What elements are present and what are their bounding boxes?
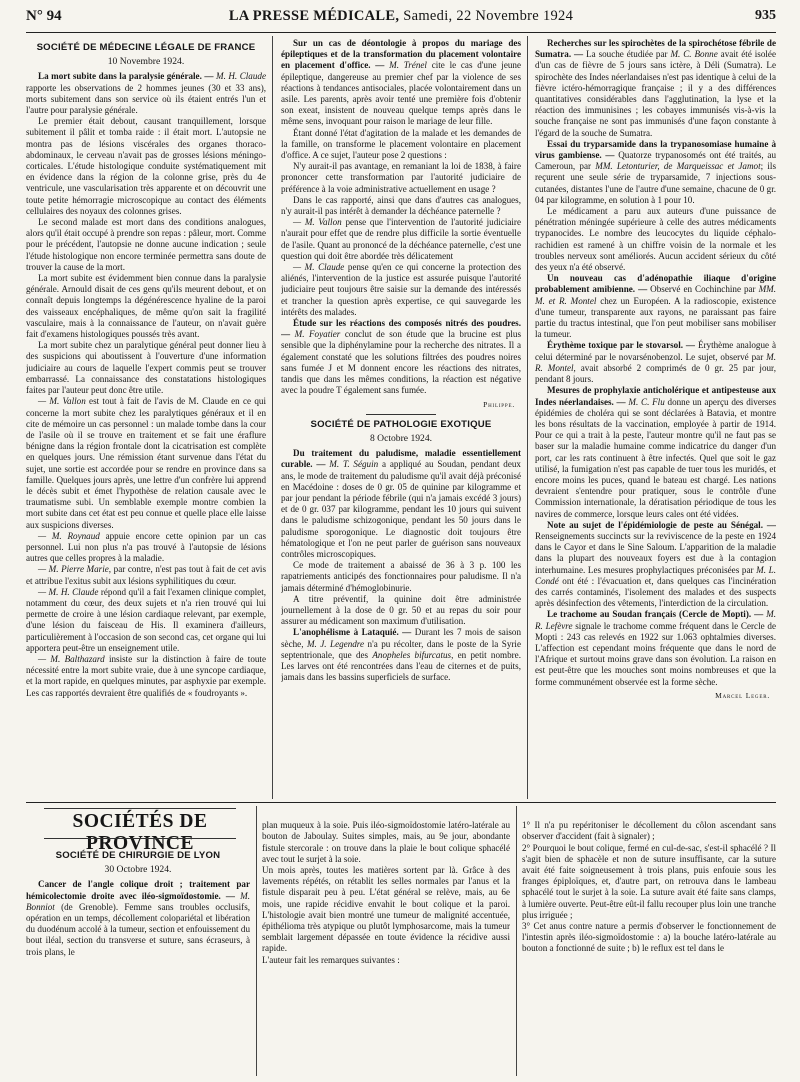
page-header bbox=[26, 8, 776, 30]
issue-date: Samedi, 22 Novembre 1924 bbox=[403, 8, 574, 24]
banner-rule bbox=[44, 838, 236, 839]
header-rule bbox=[26, 32, 776, 33]
paragraph: A titre préventif, la quinine doit être administrée journellement à la dose de 0 gr. 50 et au repas du soir pour assurer au médicament son maximum d'utilisation. bbox=[281, 593, 521, 627]
column-1 bbox=[26, 40, 266, 800]
paragraph: — M. Roynaud appuie encore cette opinion par un cas personnel. Lui non plus n'a pas trouvé à l'autopsie de lésions autres que celles propres à la maladie. bbox=[26, 530, 266, 564]
article: Cancer de l'angle colique droit ; traitement par hémicolectomie droite avec iléo-sigmoïdostomie. — M. Bonniot (de Grenoble). Femme sans troubles occlusifs, opération en un temps, décollement colopariétal et libération du duodénum accolé à la tumeur, section et enfouissement du bout iléal, section du transverse et suture, sans écraseurs, à trois plans, le bbox=[26, 879, 250, 957]
article: Du traitement du paludisme, maladie essentiellement curable. — M. T. Séguin a appliqué au Soudan, pendant deux ans, le mode de traitement du paludisme qu'il avait déjà préconisé en Macédoine : doses de 0 gr. 05 de quinine par kilogramme et par jour pendant la période fébrile (qui n'a jamais excédé 3 jours) et de 0 gr. 037 par kilogramme, pendant les 10 jours qui suivent dans le paludisme schizogonique, pendant les 50 jours dans le paludisme sporogonique. Le diagnostic doit toujours être hématologique et l'on ne peut parler de guérison sans nouveaux contrôles microscopiques. bbox=[281, 448, 521, 559]
column-divider bbox=[272, 36, 273, 799]
session-date: 10 Novembre 1924. bbox=[107, 56, 185, 68]
separator bbox=[366, 414, 436, 415]
journal-name: LA PRESSE MÉDICALE, bbox=[228, 8, 400, 24]
article: Un nouveau cas d'adénopathie iliaque d'origine probablement amibienne. — Observé en Cochinchine par MM. M. et R. Montel chez un Européen. A la radioscopie, existence d'une tumeur, transparente aux rayons, ne paraissant pas faire partie du tractus intestinal, que l'on peut mobiliser sans mobiliser la tumeur. bbox=[535, 273, 776, 340]
paragraph: plan muqueux à la soie. Puis iléo-sigmoïdostomie latéro-latérale au bouton de Jaboulay. Suites simples, mais, au 9e jour, abondante fistule stercorale : on trouve dans la plaie le bout colique sphacélé avec tout le surjet à la soie. Un mois après, toutes les matières sortent par là. Grâce à des lavements répétés, on rétablit les selles normales par l'anus et la fistule disparait peu à peu. L'état général se relève, mais, au 6e mois, une rapide récidive envahit le bout colique et la paroi. L'histologie avait bien montré une tumeur de malignité accentuée, épithélioma très atypique ou plutôt lymphosarcome, mais la tumeur semblait largement dépassée en toute évidence la récidive aussi rapide. L'auteur fait les remarques suivantes : bbox=[262, 820, 510, 965]
signature: Philippe. bbox=[483, 399, 515, 409]
paragraph: Dans le cas rapporté, ainsi que dans d'autres cas analogues, n'y aurait-il pas intérêt à demander la déchéance paternelle ? bbox=[281, 194, 521, 217]
article: Étude sur les réactions des composés nitrés des poudres. — M. Foyatier conclut de son étude que la brucine est plus sensible que la diphénylamine pour la recherche des nitrates. Il a également constaté que les solutions filtrées des poudres noires sans fumée J et M donnent encore les réactions des nitrates, tandis que dans les mêmes conditions, la réaction est négative avec la poudre T également sans fumée. bbox=[281, 318, 521, 396]
paragraph: La mort subite chez un paralytique général peut donner lieu à des suspicions qui aboutissent à l'ouverture d'une information judiciaire au cours de laquelle l'expert commis peut se trouver embarrassé. La connaissance des constatations histologiques faites par l'auteur peut donc être utile. bbox=[26, 340, 266, 396]
page-number: 935 bbox=[755, 8, 776, 23]
paragraph: Le médicament a paru aux auteurs d'une puissance de pénétration méningée supérieure à celle des autres médicaments trypanocides. Le nombre des leucocytes du liquide céphalo-rachidien est ramené à un chiffre voisin de la normale et les troubles nerveux sont améliorés. Aucun accident sérieux du côté des yeux n'a été observé. bbox=[535, 206, 776, 273]
province-banner: SOCIÉTÉS DE PROVINCE bbox=[72, 811, 208, 854]
signature: Marcel Leger. bbox=[715, 690, 770, 700]
paragraph: — M. Balthazard insiste sur la distinction à faire de toute nécessité entre la mort subite vraie, due à une syncope cardiaque, et la mort rapide, en quelques minutes, par asphyxie par exemple. Les cas rapportés devraient être qualifiés de « foudroyants ». bbox=[26, 653, 266, 698]
section-title: SOCIÉTÉ DE MÉDECINE LÉGALE DE FRANCE bbox=[36, 42, 256, 53]
column-divider bbox=[516, 806, 517, 1076]
paragraph: La mort subite est évidemment bien connue dans la paralysie générale. Arnould disait de ces gens qu'ils meurent debout, et on connaît depuis longtemps la dégénérescence hyaline de la paroi des vaisseaux encéphaliques, de même qu'on sait la fragilité vasculaire, mais à la connaissance de l'auteur, on n'avait guère fait d'examens histologiques poussés très avant. bbox=[26, 273, 266, 340]
province-column-2 bbox=[262, 809, 510, 1076]
paragraph: — M. Pierre Marie, par contre, n'est pas tout à fait de cet avis et attribue l'exitus subit aux lésions syphilitiques du cœur. bbox=[26, 564, 266, 586]
article: Érythème toxique par le stovarsol. — Érythème analogue à celui déterminé par le novarsénobenzol. Le sujet, observé par M. R. Montel, avait absorbé 2 comprimés de 0 gr. 25 par jour, pendant 8 jours. bbox=[535, 340, 776, 385]
province-column-1 bbox=[26, 848, 250, 1076]
session-date: 30 Octobre 1924. bbox=[104, 864, 172, 876]
paragraph: — M. Vallon est tout à fait de l'avis de M. Claude en ce qui concerne la mort subite chez les paralytiques généraux et il en cite de mémoire un cas personnel : un malade tombe dans la cour de l'asile où il se trouve en traitement et se fait une éraflure bénigne dans la région frontale dont la cicatrisation est complète en quelques jours. Une rémission étant survenue dans l'état du sujet, une sortie est accordée pour se rendre en province dans sa famille. Quelques jours après, une lettre d'un confrère lui apprend le décès subit et émet l'hypothèse de relation causale avec le traumatisme subi. Un semblable exemple montre combien la mort subite dans cet état est peu connue et quelle place elle laisse aux suspicions diverses. bbox=[26, 396, 266, 530]
column-2 bbox=[281, 38, 521, 800]
paragraph: Le second malade est mort dans des conditions analogues, alors qu'il était occupé à prendre son repas : pâleur, mort. Comme pour le précédent, l'autopsie ne donne aucune indication ; seule l'étude histologique non encore terminée permettra sans doute de trouver la cause de la mort. bbox=[26, 217, 266, 272]
paragraph: N'y aurait-il pas avantage, en remaniant la loi de 1838, à faire prononcer cette transformation par l'autorité judiciaire de préférence à la voie administrative actuellement en usage ? bbox=[281, 161, 521, 194]
paragraph: — M. H. Claude répond qu'il a fait l'examen clinique complet, notamment du cœur, des deux sujets et n'a rien trouvé qui lui permette de croire à une lésion cardiaque relevant, par exemple, d'une lésion du faisceau de His. Il examinera d'ailleurs, particulièrement à l'occasion de son second cas, cet organe qui lui apportera peut-être un enseignement utile. bbox=[26, 586, 266, 653]
paragraph: Étant donné l'état d'agitation de la malade et les demandes de la famille, on transforme le placement volontaire en placement d'office. A ce sujet, l'auteur pose 2 questions : bbox=[281, 127, 521, 161]
article: Essai du tryparsamide dans la trypanosomiase humaine à virus gambiense. — Quatorze trypanosomés ont été traités, au Cameroun, par MM. Letonturier, de Marqueissac et Jamot; ils reçurent une seule série de tryparsamide, 7 injections sous-cutanées, distantes l'une de l'autre d'une semaine, chacune de 0 gr. 04 par kilogramme, en solution à 1 pour 10. bbox=[535, 138, 776, 205]
article: La mort subite dans la paralysie générale. — M. H. Claude rapporte les observations de 2 hommes jeunes (30 et 33 ans), morts subitement dans son service où ils étaient entrés l'un et l'autre pour paralysie générale. bbox=[26, 71, 266, 116]
article: Sur un cas de déontologie à propos du mariage des épileptiques et de la transformation du placement volontaire en placement d'office. — M. Trénel cite le cas d'une jeune épileptique, dangereuse au premier chef par la violence de ses réactions à tendances antisociales, placée volontairement dans un asile. Les parents, après avoir tenté une première fois d'obtenir son exeat, insistent de nouveau quelque temps après dans le même sens, invoquant pour raison le mariage de leur fille. bbox=[281, 38, 521, 127]
section-title: SOCIÉTÉ DE CHIRURGIE DE LYON bbox=[55, 850, 221, 861]
paragraph: — M. Vallon pense que l'intervention de l'autorité judiciaire n'aurait pour effet que de rendre plus difficile la sortie éventuelle de l'asile. Quant au prononcé de la déchéance paternelle, c'est une question qui doit être abordée très délicatement bbox=[281, 217, 521, 261]
paragraph: 1° Il n'a pu repéritoniser le décollement du côlon ascendant sans observer d'accident (fait à signaler) ; 2° Pourquoi le bout colique, fermé en cul-de-sac, s'est-il sphacélé ? Il s'agit bien de sphacèle et non de suture insuffisante, car la suture avait été faite soigneusement à trois plans, puis enfouie sous les franges épiploïques, et, d'autre part, on retrouva dans le lambeau sphacélé tout le surjet à la soie. La suture avait été faite sans clamps, à lumière ouverte. Peut-être eût-il fallu recouper plus loin une tranche plus irriguée ; 3° Cet anus contre nature a permis d'observer le fonctionnement de l'intestin après iléo-sigmoïdostomie : a) la bouche latéro-latérale au bouton a fonctionné de suite ; b) le reflux est tel dans le bbox=[522, 820, 776, 954]
issue-number: N° 94 bbox=[26, 8, 62, 24]
journal-title-line bbox=[26, 8, 776, 25]
banner-rule bbox=[44, 808, 236, 809]
paragraph: Le premier était debout, causant tranquillement, lorsque subitement il pâlit et tomba raide : il était mort. L'autopsie ne montra pas de lésions viscérales des organes thoraco-abdominaux, le cerveau n'avait pas de grosses lésions méningo-corticales. L'étude histologique conduite systématiquement mit en évidence dans la région de la colonne grise, près du 4e ventricule, une vascularisation très apparente et on découvrit une toute petite hémorragie microscopique au contact des éléments cellulaires des noyaux des colonnes grises. bbox=[26, 116, 266, 216]
article: L'anophélisme à Lataquié. — Durant les 7 mois de saison sèche, M. J. Legendre n'a pu récolter, dans le poste de la Syrie septentrionale, que des Anopheles bifurcatus, en petit nombre. Les larves ont été rencontrées dans l'eau de citernes et de puits, jamais dans les bassins superficiels de surface. bbox=[281, 627, 521, 683]
article: Note au sujet de l'épidémiologie de peste au Sénégal. — Renseignements succincts sur la reviviscence de la peste en 1924 dans le Cayor et dans le Sine Saloum. L'apparition de la maladie dans la plupart des nouveaux foyers est due à la contagion interhumaine. Les mesures prophylactiques préconisées par M. L. Condé ont été : l'évacuation et, dans quelques cas l'incinération des carrés contaminés, l'isolement des malades et des suspects après désinfection des vêtements, l'interdiction de la circulation. bbox=[535, 519, 776, 609]
article: Recherches sur les spirochètes de la spirochétose fébrile de Sumatra. — La souche étudiée par M. C. Bonne avait été isolée d'un cas de fièvre de 5 jours sans ictère, à Déli (Sumatra). Le spirochète des Indes néerlandaises n'est pas identique à celui de la fièvre ictéro-hémorragique française ; il y a des différences quantitatives considérables dans l'agglutination, la lyse et la réaction des immunisines ; les cobayes immunisés vis-à-vis la souche française ne sont pas immunisés d'une façon constante à l'égard de la souche de Sumatra. bbox=[535, 38, 776, 138]
column-divider bbox=[256, 806, 257, 1076]
paragraph: — M. Claude pense qu'en ce qui concerne la protection des aliénés, l'intervention de la justice est assurée puisque l'autorité judiciaire peut toujours être saisie sur la demande des intéressés et trancher la question après expertise, ce qui sauvegarde les intérêts des malades. bbox=[281, 262, 521, 317]
section-rule bbox=[26, 802, 776, 803]
paragraph: Ce mode de traitement a abaissé de 36 à 3 p. 100 les rapatriements anticipés des fonctionnaires pour paludisme. Il n'a jamais déterminé d'hémoglobinurie. bbox=[281, 560, 521, 593]
article: Le trachome au Soudan français (Cercle de Mopti). — M. R. Lefèvre signale le trachome comme fréquent dans le Cercle de Mopti : 243 cas relevés en 1922 sur 1.063 ophtalmies diverses. L'affection est cependant moins fréquente que dans le nord de l'Afrique et surtout moins grave dans son évolution. La raison en est peut-être que les mouches sont moins nombreuses et que la forme communément observée est la forme sèche. bbox=[535, 609, 776, 687]
column-3 bbox=[535, 38, 776, 800]
session-date: 8 Octobre 1924. bbox=[369, 432, 433, 444]
article: Mesures de prophylaxie anticholérique et antipesteuse aux Indes néerlandaises. — M. C. Flu donne un aperçu des diverses épidémies de choléra qui se sont déclarées à Batavia, et montre les bons résultats de la vaccination, employée à partir de 1914. Pour ce qui a trait à la peste, l'auteur montre qu'il ne faut pas se baser sur la maladie humaine comme indicatrice du danger d'un port, car les rats continuent à être infectés. Quel que soit le gaz utilisé, la fumigation n'est pas capable de tuer tous les muridés, et encore moins les puces, quand le bateau est chargé. Les nations devraient s'entendre pour pratiquer, sous le contrôle d'une Commission internationale, la dératisation périodique de tous les navires de commerce, lorsque leurs cales ont été vidées. bbox=[535, 385, 776, 519]
province-column-3 bbox=[522, 809, 776, 1076]
section-title: SOCIÉTÉ DE PATHOLOGIE EXOTIQUE bbox=[310, 418, 492, 430]
column-divider bbox=[527, 36, 528, 799]
